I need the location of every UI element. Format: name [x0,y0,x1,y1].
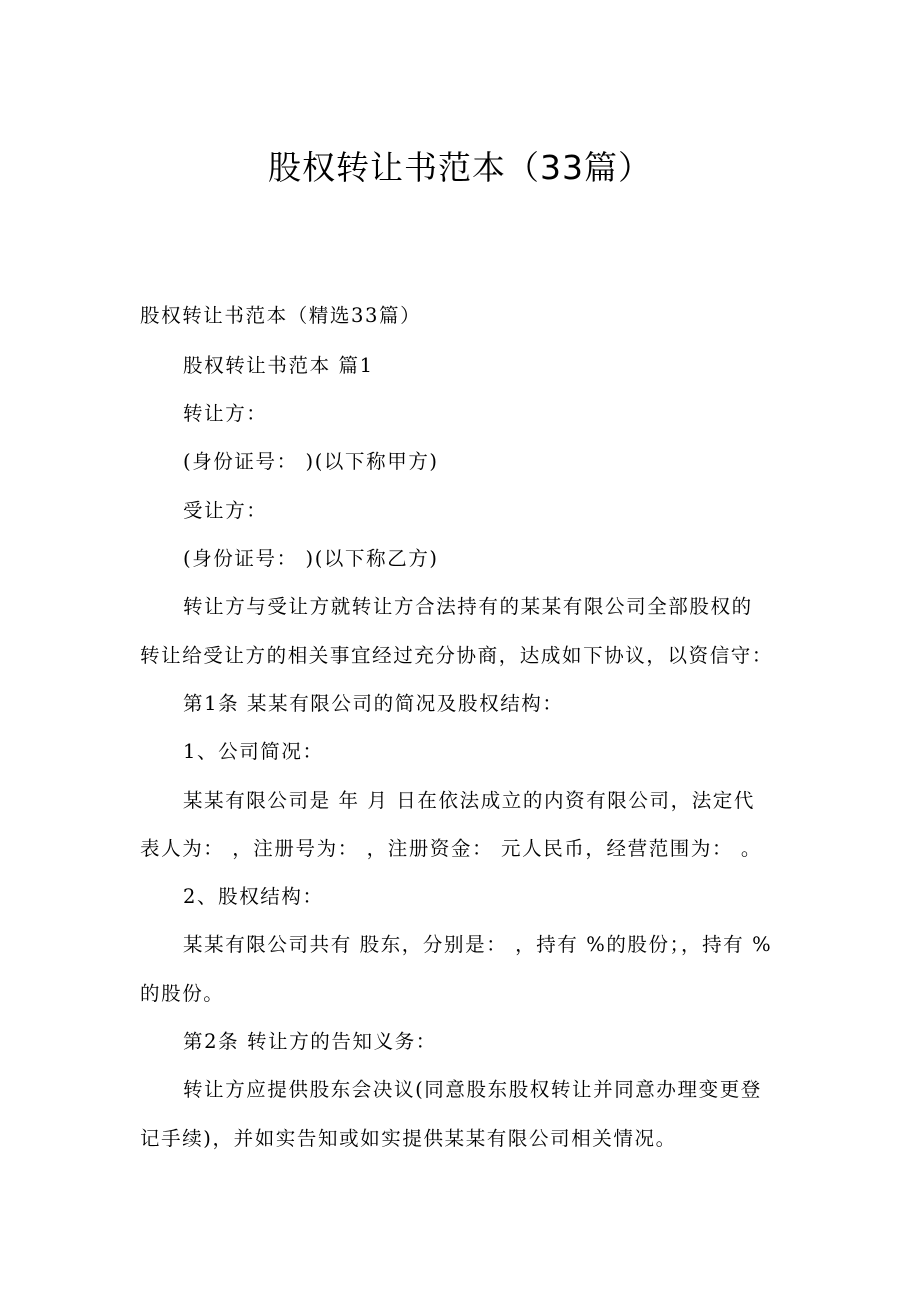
paragraph-line: 受让方： [183,499,268,522]
paragraph-line: 表人为： ，注册号为： ，注册资金： 元人民币，经营范围为： 。 [140,837,762,860]
paragraph-line: 转让方应提供股东会决议(同意股东股权转让并同意办理变更登 [183,1078,762,1101]
paragraph-line: 某某有限公司是 年 月 日在依法成立的内资有限公司，法定代 [183,789,755,812]
paragraph-line: (身份证号： )(以下称乙方) [183,547,439,570]
article-heading: 第2条 转让方的告知义务： [183,1030,437,1053]
subtitle-line: 股权转让书范本（精选33篇） [140,304,422,327]
article-heading: 第1条 某某有限公司的简况及股权结构： [183,692,564,715]
paragraph-line: 转让方与受让方就转让方合法持有的某某有限公司全部股权的 [183,595,753,618]
section-heading: 股权转让书范本 篇1 [183,354,374,377]
paragraph-line: 记手续)，并如实告知或如实提供某某有限公司相关情况。 [140,1127,677,1150]
paragraph-line: 的股份。 [140,982,225,1005]
paragraph-line: 1、公司简况： [183,740,324,763]
document-title: 股权转让书范本（33篇） [268,148,652,187]
paragraph-line: 转让方： [183,402,268,425]
paragraph-line: (身份证号： )(以下称甲方) [183,450,439,473]
paragraph-line: 2、股权结构： [183,885,324,908]
paragraph-line: 转让给受让方的相关事宜经过充分协商，达成如下协议，以资信守： [140,644,774,667]
paragraph-line: 某某有限公司共有 股东，分别是： ，持有 %的股份；，持有 % [183,933,773,956]
